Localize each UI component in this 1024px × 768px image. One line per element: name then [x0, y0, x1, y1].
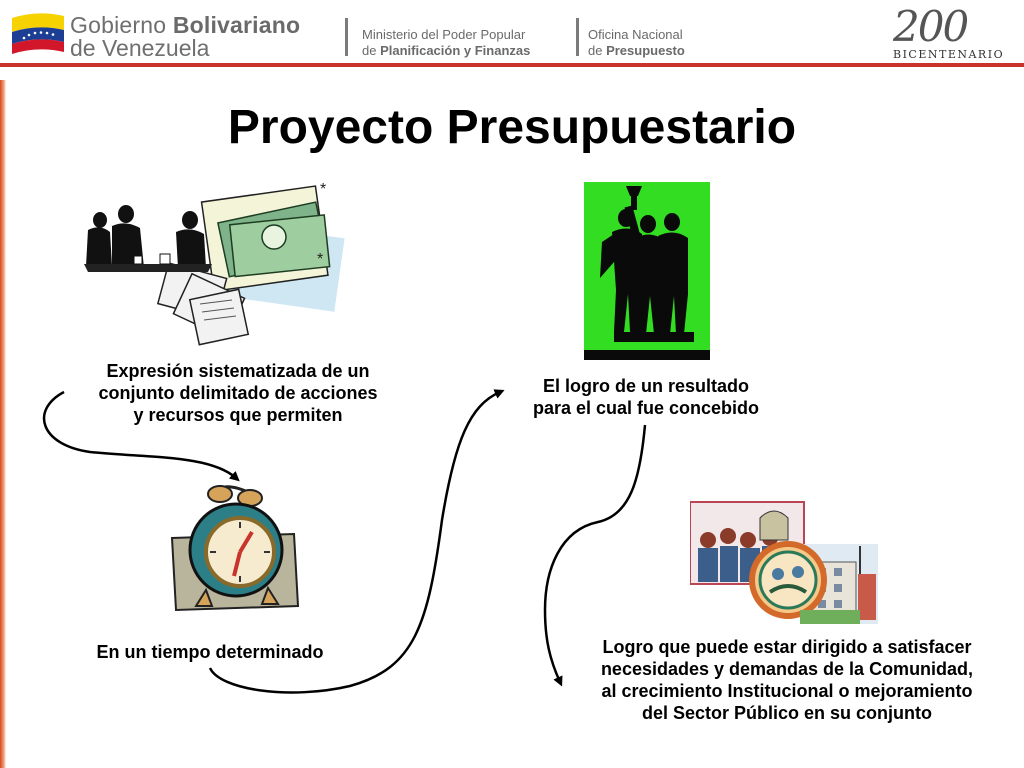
text-line: En un tiempo determinado [96, 642, 324, 662]
ministry-line2: de Planificación y Finanzas [362, 43, 531, 58]
page-title: Proyecto Presupuestario [227, 101, 797, 154]
text-line: para el cual fue concebido [532, 398, 760, 418]
step-expression-text [58, 360, 418, 426]
text-line: al crecimiento Institucional o mejoramiento [601, 681, 973, 701]
step-time-text [60, 641, 360, 663]
bicentennial-label: BICENTENARIO [893, 48, 1005, 61]
government-name-line2: de Venezuela [70, 35, 210, 61]
office-line1: Oficina Nacional [588, 27, 683, 42]
text-line: necesidades y demandas de la Comunidad, [600, 659, 974, 679]
text-line: El logro de un resultado [542, 376, 749, 396]
government-name-line1: Gobierno Bolivariano [70, 12, 301, 38]
step-achievement-text [480, 375, 812, 419]
office-line2: de Presupuesto [588, 43, 685, 58]
text-line: Expresión sistematizada de un [106, 361, 370, 381]
svg-text:*: * [317, 251, 324, 268]
text-line: conjunto delimitado de acciones [98, 383, 378, 403]
bicentennial-number: 200 [893, 2, 968, 51]
ministry-line1: Ministerio del Poder Popular [362, 27, 526, 42]
step-purpose-text [558, 636, 1016, 724]
text-line: del Sector Público en su conjunto [641, 703, 933, 723]
text-line: Logro que puede estar dirigido a satisfacer [602, 637, 972, 657]
text-line: y recursos que permiten [133, 405, 343, 425]
svg-text:*: * [320, 182, 327, 198]
